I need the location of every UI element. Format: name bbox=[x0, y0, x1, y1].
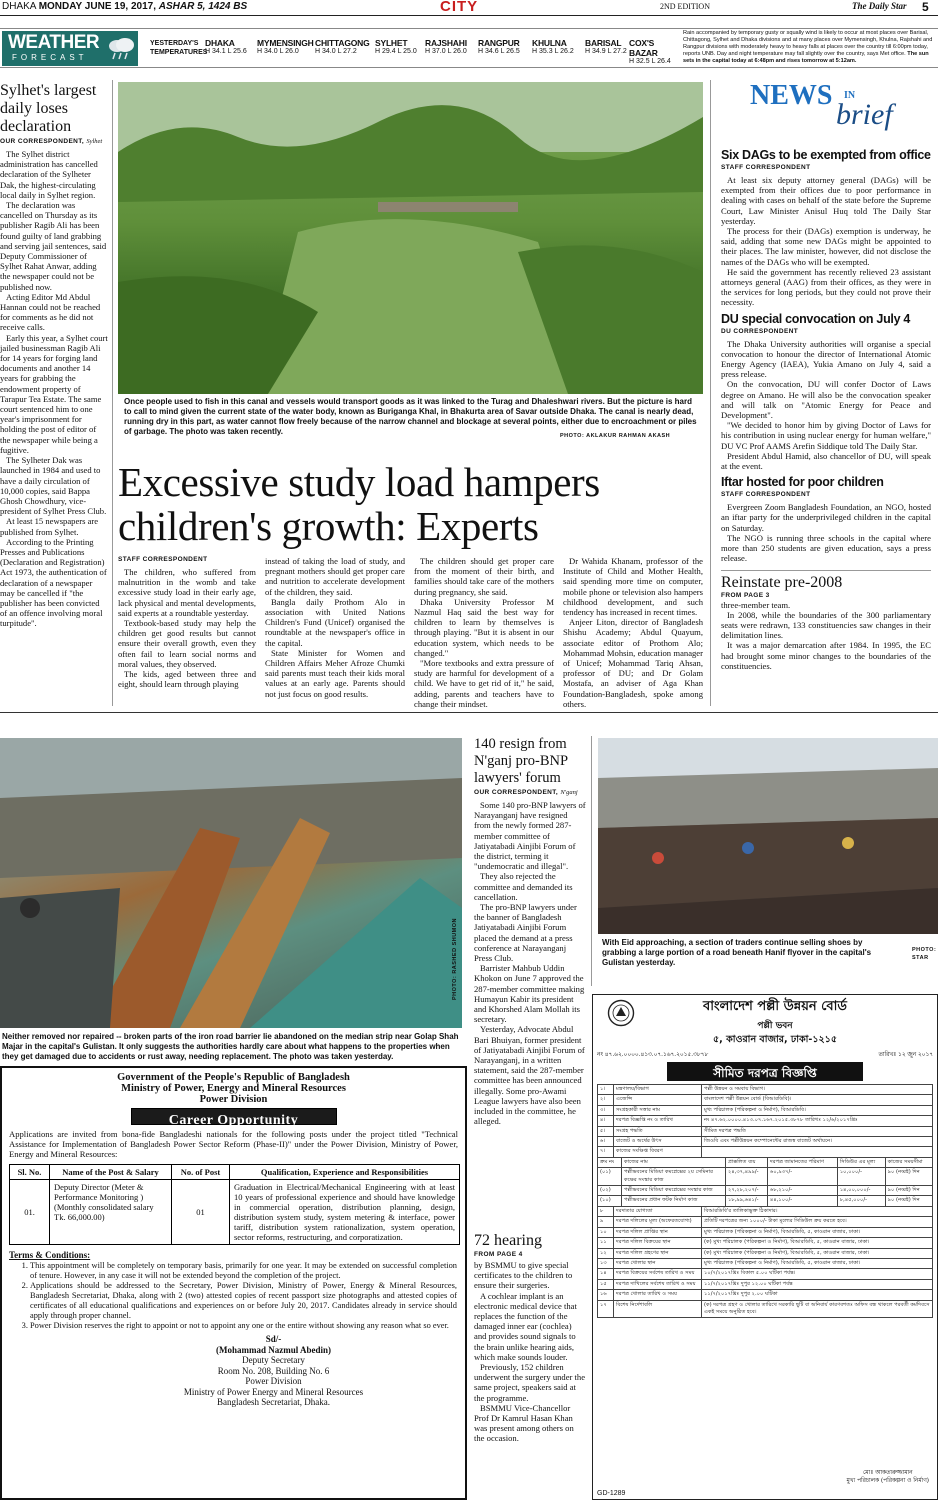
brief-byline: STAFF CORRESPONDENT bbox=[721, 164, 811, 171]
paragraph: The Sylhet district administration has cancelled declaration of the Sylheter Dak, the highest-circulating local daily in Sylhet region. bbox=[0, 149, 98, 200]
table-row: ১১ দরপত্র দলিল বিক্রয়ের স্থান (ক) মুখ্য পরিচালক (পরিকল্পনা ও নির্মাণ), বিআরডিবি, ৫, কাওরান বাজার, ঢাকা। bbox=[598, 1238, 933, 1248]
table-row: ১০ দরপত্র দলিল প্রাপ্তির স্থান মুখ্য পরিচালক (পরিকল্পনা ও নির্মাণ), বিআরডিবি, ৫, কাওরান বাজার, ঢাকা। bbox=[598, 1227, 933, 1237]
table-row: (১০) পল্লীভবনের প্রধান ফটক নির্মাণ কাজ ১৮,৯৯,৬৪১/- ৪৪,১০০/- ৮,৪৫,০০০/- ৯০ (নব্বই) দিন bbox=[598, 1196, 933, 1206]
column-rule bbox=[112, 80, 113, 706]
study-col-4 bbox=[563, 556, 703, 709]
paragraph: Evergreen Zoom Bangladesh Foundation, an NGO, hosted an iftar party for the underprivileged children in the capital on Saturday. bbox=[721, 502, 931, 533]
masthead bbox=[0, 0, 938, 16]
career-table bbox=[9, 1164, 460, 1245]
study-headline bbox=[118, 460, 703, 548]
cell-post: Deputy Director (Meter & Performance Monitoring ) (Monthly consolidated salary Tk. 66,000.00) bbox=[50, 1180, 172, 1245]
resign-byline: OUR CORRESPONDENT, N'ganj bbox=[474, 789, 578, 796]
shoes-caption: With Eid approaching, a section of traders continue selling shoes by grabbing a large portion of a road beneath Hanif flyover in the capital's Gulistan yesterday. bbox=[602, 938, 872, 967]
table-row: ১৩ দরপত্র খোলার স্থান মুখ্য পরিচালক (পরিকল্পনা ও নির্মাণ), বিআরডিবি, ৫, কাওরান বাজার, ঢাকা। bbox=[598, 1258, 933, 1268]
shoes-credit: PHOTO: STAR bbox=[912, 947, 937, 961]
page-number: 5 bbox=[922, 0, 929, 14]
paragraph: Dhaka University Professor M Nazmul Haq said the best way for children to learn by themselves is through playing. "But it is absent in our education system, which needs to be changed." bbox=[414, 596, 554, 658]
forecast-body: Rain accompanied by temporary gusty or squally wind is likely to occur at most places over Barisal, Chittagong, Sylhet and Dhaka divisions and at many places over Mymensingh, Khulna, Rajshahi and Rangpur divisions with moderately heavy to heavy falls at places over the country till 6:00pm today, reports UNB. Day and night temperature may fall slightly over the country, says Met office. bbox=[683, 30, 933, 57]
tender-memo-row bbox=[597, 1050, 933, 1060]
tender-org-name: বাংলাদেশ পল্লী উন্নয়ন বোর্ড bbox=[703, 999, 847, 1014]
table-row: (০১) পল্লীভবনের মিডিয়া কমপ্লেক্সের ২য় সেমিনার কক্ষের সংস্কার কাজ ২৪,৩৭,৪৯৯/- ৬০,৯৩৭/- ১০,০০০/- ৯০ (নব্বই) দিন bbox=[598, 1168, 933, 1186]
shoes-photo bbox=[598, 738, 938, 934]
reinstate-headline: Reinstate pre-2008 bbox=[721, 573, 843, 591]
paragraph: The NGO is running three schools in the capital where more than 250 students are given education, says a press release. bbox=[721, 532, 931, 564]
weather-title: WEATHER bbox=[8, 32, 100, 53]
study-col-1 bbox=[118, 556, 256, 689]
tender-memo: নং ৪৭.৬২.০০০০.৪১৩.০৭.১৬৭.২০১৫.৩৮৭৮ bbox=[597, 1052, 709, 1058]
yesterday-line-2: TEMPERATURES bbox=[150, 49, 208, 56]
paragraph: instead of taking the load of study, and pregnant mothers should get proper care and nutrition to accelerate development of the children, they said. bbox=[265, 556, 405, 597]
paragraph: The pro-BNP lawyers under the banner of Bangladesh Jatiyatabadi Ainjibi Forum placed the demand at a press conference at Narayanganj Press Club. bbox=[474, 902, 577, 964]
paragraph: "We decided to honor him by giving Doctor of Laws for his contribution in using nuclear energy for human welfare," DU VC Prof AAMS Arefin Siddique told The Daily Star. bbox=[721, 420, 931, 451]
reinstate-from-page: FROM PAGE 3 bbox=[721, 591, 770, 599]
tender-ad bbox=[592, 994, 938, 1500]
tender-address: ৫, কাওরান বাজার, ঢাকা-১২১৫ bbox=[712, 1034, 837, 1045]
table-row: ৬। বাজেট ও অর্থের উৎস জিওবি এবং পল্লীউন্নয়ন কম্পোনেন্টের রাজস্ব বাজেট অর্থায়নে। bbox=[598, 1137, 933, 1147]
table-row: (০২) পল্লীভবনের মিডিয়া কমপ্লেক্সের সংস্কার কাজ ২৭,২৮,২০৭/- ৬৮,২১০/- ১৪,০০,০০০/- ৯০ (নব্বই) দিন bbox=[598, 1186, 933, 1196]
weather-city: RAJSHAHI H 37.0 L 26.0 bbox=[425, 38, 467, 55]
news-in-brief bbox=[718, 80, 934, 706]
header-qualification: Qualification, Experience and Responsibilities bbox=[230, 1165, 460, 1180]
hearing-story bbox=[474, 1232, 586, 1500]
table-row: ২। এজেন্সি বাংলাদেশ পল্লী উন্নয়ন বোর্ড (বিআরডিবি)। bbox=[598, 1095, 933, 1105]
career-division: Power Division bbox=[199, 1094, 268, 1105]
paragraph: According to the Printing Presses and Publications (Declaration and Registration) Act 1973, the authentication of declaration of a newspaper may be cancelled if "the publisher has been convicted of an offence involving moral turpitude". bbox=[0, 536, 107, 629]
table-row: ১৭ বিশেষ নির্দেশাবলি (ক) দরপত্র গ্রহণ ও খোলার তারিখে সরকারি ছুটি বা অনিবার্য কারণবশতঃ অফিস বন্ধ থাকলে পরবর্তী কর্মদিবসে একই সময়ে অনুষ্ঠিত হবে। bbox=[598, 1300, 933, 1318]
yesterday-line-1: YESTERDAY'S bbox=[150, 40, 199, 47]
sylhet-headline: Sylhet's largest daily loses declaration bbox=[0, 82, 97, 135]
brief-headline: Six DAGs to be exempted from office bbox=[721, 148, 931, 162]
table-row: ৫। সংগ্রহ পদ্ধতি সীমিত দরপত্র পদ্ধতি bbox=[598, 1126, 933, 1136]
career-ad bbox=[0, 1066, 467, 1500]
sylhet-body bbox=[0, 149, 108, 629]
table-row: ৮ দরদাতার যোগ্যতা বিআরডিবি'র তালিকাভুক্ত ঠিকাদার। bbox=[598, 1206, 933, 1216]
paragraph: The Dhaka University authorities will organise a special convocation to honour the director of International Atomic Energy Agency (IAEA), Yukia Amano on July 4, said a press release. bbox=[721, 338, 931, 380]
paragraph: by BSMMU to give special certificates to the children to ensure their surgeries. bbox=[474, 1260, 573, 1291]
reinstate-story bbox=[721, 570, 931, 671]
career-ministry: Ministry of Power, Energy and Mineral Resources bbox=[121, 1083, 346, 1094]
career-terms bbox=[30, 1261, 457, 1331]
dateline-bengali: ASHAR 5, 1424 BS bbox=[158, 1, 248, 12]
career-intro: Applications are invited from bona-fide Bangladeshi nationals for the following posts under the project titled "Technical Assistance for Implementation of Bangladesh Power Sector Reform (Phase-II)" under the Power Division, Ministry of Power, Energy and Mineral Resources: bbox=[9, 1129, 458, 1159]
study-col-3 bbox=[414, 556, 554, 709]
cell-sl: 01. bbox=[10, 1180, 50, 1245]
list-item: 3. Power Division reserves the right to appoint or not to appoint any one or the entire without showing any reason what so ever. bbox=[30, 1321, 457, 1331]
header-count: No. of Post bbox=[172, 1165, 230, 1180]
tender-table-wrap bbox=[597, 1084, 933, 1318]
paragraph: Yesterday, Advocate Abdul Bari Bhuiyan, former president of Jatiyatabadi Ainjibi Forum of Narayanganj, in a written statement, said the 287-member committee has been announced illegally. Some pro-Awami League lawyers have also been included in the committee, he alleged. bbox=[474, 1024, 585, 1127]
cell-qualification: Graduation in Electrical/Mechanical Engineering with at least 10 years of professional experience and should have knowledge in commercial operation, distribution planning, design, distribution system study, system metering & interface, power tariff, distribution system rationalization, system operation, sector reforms, restructuring, and corporatization. bbox=[230, 1180, 460, 1245]
brief-items bbox=[721, 148, 931, 671]
paragraph: At least 15 newspapers are published from Sylhet. bbox=[0, 516, 99, 537]
paragraph: three-member team. bbox=[721, 599, 791, 610]
list-item: 2. Applications should be addressed to the Secretary, Power Division, Ministry of Power, Energy & Mineral Resources, Bangladesh Secretariat, Dhaka, along with 2 (two) attested copies of recent passport size photographs and attested copies of certificates of all educational qualifications and experiences on or before July 20, 2017. Candidates already in service should apply through proper channel. bbox=[30, 1281, 457, 1321]
table-row: ১২ দরপত্র দলিল গ্রহণের স্থান (ক) মুখ্য পরিচালক (পরিকল্পনা ও নির্মাণ), বিআরডিবি, ৫, কাওরান বাজার, ঢাকা। bbox=[598, 1248, 933, 1258]
paragraph: The children, who suffered from malnutrition in the womb and take excessive study load in their early age, lack physical and mental developments, said experts at a roundtable yesterday. bbox=[118, 567, 256, 618]
career-table-header bbox=[10, 1165, 460, 1180]
dateline-city: DHAKA bbox=[2, 1, 36, 12]
career-banner-text: Career Opportunity bbox=[168, 1113, 299, 1128]
study-headline-line-2: children's growth: Experts bbox=[118, 503, 539, 549]
weather-city: RANGPUR H 34.6 L 26.5 bbox=[478, 38, 520, 55]
career-gov-line: Government of the People's Republic of Bangladesh bbox=[117, 1072, 350, 1083]
brief-item bbox=[721, 148, 931, 308]
tender-work-table bbox=[597, 1157, 933, 1207]
brief-title bbox=[750, 80, 930, 138]
canal-credit: PHOTO: AKLAKUR RAHMAN AKASH bbox=[560, 433, 671, 439]
study-headline-line-1: Excessive study load hampers bbox=[118, 459, 600, 505]
table-row: ৪। দরপত্র বিজ্ঞপ্তি নং ও তারিখ নং ৪৭.৬২.০০০০.৪১৩.০৭.১৬৭.২০১৫.৩৮৭৮ তারিখঃ ১২/৬/২০১৭খ্রিঃ bbox=[598, 1116, 933, 1126]
paragraph: He said the government has recently relieved 23 assistant attorneys general (AAG) from their offices, as they were in the services for long periods, but they could not prove their necessity. bbox=[721, 266, 931, 308]
weather-subtitle: FORECAST bbox=[12, 53, 88, 62]
sylhet-story bbox=[0, 82, 108, 702]
paragraph: They also rejected the committee and demanded its cancellation. bbox=[474, 871, 573, 902]
paragraph: In 2008, while the boundaries of the 300 parliamentary seats were redrawn, 133 constituencies saw changes in their delimitation lines. bbox=[721, 609, 931, 641]
barrier-caption: Neither removed nor repaired -- broken parts of the iron road barrier lie abandoned on the median strip near Golap Shah Majar in the capital's Gulistan. It only suggests the authorities hardly care about what happens to the properties when they get damaged due to accidents or rust away, needing replacement. The photo was taken yesterday. bbox=[2, 1032, 459, 1061]
table-header: ক্রম নং কাজের নাম প্রাক্কলিত ব্যয় দরপত্র জামানতের পরিমাণ সিডিউর এর মূল্য কাজের সময়সীমা bbox=[598, 1157, 933, 1167]
weather-forecast-text bbox=[683, 30, 935, 65]
paragraph: Some 140 pro-BNP lawyers of Narayanganj have resigned from the newly formed 287-member committee of Jatiyatabadi Ainjibi Forum of the district, terming it "undemocratic and illegal". bbox=[474, 800, 586, 872]
paragraph: Barrister Mahbub Uddin Khokon on June 7 approved the 287-member committee making Humayun Kabir its president and Khorshed Alam Mollah its secretary. bbox=[474, 963, 585, 1025]
table-row bbox=[10, 1180, 460, 1245]
weather-city: KHULNA H 35.3 L 26.2 bbox=[532, 38, 574, 55]
table-row: ১৬ দরপত্র খোলার তারিখ ও সময় ১১/৭/২০১৭খ্রিঃ দুপুর ২.০০ ঘটিকা bbox=[598, 1290, 933, 1300]
barrier-photo bbox=[0, 738, 462, 1028]
weather-city: COX'S BAZAR H 32.5 L 26.4 bbox=[629, 38, 671, 65]
paragraph: Early this year, a Sylhet court jailed businessman Ragib Ali for 14 years for forging land documents and another 14 years for grabbing the endowment property of Tarapur Tea Estate. The same court sentenced him to one year's imprisonment for holding the post of editor of the newspaper while being a fugitive. bbox=[0, 332, 108, 455]
paragraph: "More textbooks and extra pressure of study are harmful for development of a child. We have to get rid of it," he said, adding, parents and teachers have to change their mindset. bbox=[414, 658, 554, 709]
paragraph: Anjeer Liton, director of Bangladesh Shishu Academy; Abdul Quayum, associate editor of Prothom Alo; Mohammad Mohsin, education manager of Unicef; Mohammad Tariq Ahsan, professor of DU; and Dr Golam Mostafa, an adviser of Aga Khan Foundation-Bangladesh, spoke among others. bbox=[563, 617, 703, 709]
brief-byline: DU CORRESPONDENT bbox=[721, 327, 799, 335]
table-row: ১৫ দরপত্র দাখিলের সর্বশেষ তারিখ ও সময় ১১/৭/২০১৭খ্রিঃ দুপুর ১২.০০ ঘটিকা পর্যন্ত bbox=[598, 1279, 933, 1289]
paragraph: The declaration was cancelled on Thursday as its publisher Ragib Ali has been found guilty of land grabbing and serving jail sentences, said Deputy Commissioner of Sylhet Rahat Anwar, adding the newspaper could not be published now. bbox=[0, 200, 107, 292]
table-row: ১। মন্ত্রণালয়/বিভাগ পল্লী উন্নয়ন ও সমবায় বিভাগ। bbox=[598, 1085, 933, 1095]
tender-info-table bbox=[597, 1084, 933, 1158]
study-col-2 bbox=[265, 556, 405, 699]
list-item: 1. This appointment will be completely on temporary basis, primarily for one year. It may be extended on successful completion of tenure. However, in any case it will not be extended beyond the completion of the project. bbox=[30, 1261, 457, 1281]
canal-caption: Once people used to fish in this canal and vessels would transport goods as it was linked to the Turag and Dhaleshwari rivers. But the picture is hard to call to mind given the current state of the water body, known as Buriganga Khal, in Bhakurta area of Savar outside Dhaka. The canal is nearly dead, running dry in this part, as water cannot flow freely because of the narrow channel and blockage at several points, either due to encroachment or piles of garbage. The photo was taken recently. bbox=[124, 397, 697, 436]
brief-headline: Iftar hosted for poor children bbox=[721, 475, 884, 490]
weather-cities bbox=[205, 38, 680, 65]
table-row: ৩। সংগ্রহকারী সত্তার নাম মুখ্য পরিচালক (পরিকল্পনা ও নির্মাণ), বিআরডিবি। bbox=[598, 1105, 933, 1115]
paragraph: A cochlear implant is an electronic medical device that replaces the function of the damaged inner ear (cochlea) and provides sound signals to the brain unlike hearing aids, which make sounds louder. bbox=[474, 1290, 577, 1362]
cell-count: 01 bbox=[172, 1180, 230, 1245]
paragraph: The Sylheter Dak was launched in 1984 and used to have a daily circulation of 10,000 copies, said Bappa Ghosh Chowdhury, vice-president of Sylhet Press Club. bbox=[0, 455, 107, 517]
career-banner bbox=[131, 1108, 337, 1128]
study-byline: STAFF CORRESPONDENT bbox=[118, 556, 208, 563]
paragraph: On the convocation, DU will confer Doctor of Laws degree on Amano. He will also be the convocation speaker and will talk on "Atomic Energy for Peace and Development". bbox=[721, 379, 931, 421]
hearing-headline: 72 hearing bbox=[474, 1232, 542, 1249]
resign-headline: 140 resign from N'ganj pro-BNP lawyers' forum bbox=[474, 736, 568, 786]
column-rule bbox=[710, 80, 711, 706]
section-label: CITY bbox=[440, 0, 479, 15]
paragraph: President Abdul Hamid, also chancellor of DU, will speak at the event. bbox=[721, 450, 931, 472]
tender-banner: সীমিত দরপত্র বিজ্ঞপ্তি bbox=[667, 1062, 863, 1081]
tender-gd-code: GD-1289 bbox=[597, 1490, 626, 1497]
brief-headline: DU special convocation on July 4 bbox=[721, 311, 911, 326]
resign-story bbox=[474, 736, 586, 1127]
paragraph: BSMMU Vice-Chancellor Prof Dr Kamrul Hasan Khan was present among others on the occasion. bbox=[474, 1402, 574, 1444]
brief-title-news: NEWS bbox=[750, 80, 833, 111]
sun-times: The sun sets in the capital today at 6:48pm and rises tomorrow at 5:12am. bbox=[683, 51, 929, 64]
sylhet-byline: OUR CORRESPONDENT, Sylhet bbox=[0, 138, 103, 145]
cloud-rain-icon bbox=[106, 36, 136, 66]
study-body bbox=[118, 556, 703, 709]
tender-lower-table bbox=[597, 1206, 933, 1318]
brief-item bbox=[721, 475, 931, 563]
weather-city: CHITTAGONG H 34.0 L 27.2 bbox=[315, 38, 370, 55]
paper-name: The Daily Star bbox=[852, 1, 907, 11]
edition-label: 2ND EDITION bbox=[660, 2, 710, 11]
dateline-date: MONDAY JUNE 19, 2017, bbox=[38, 1, 156, 12]
weather-city: BARISAL H 34.9 L 27.2 bbox=[585, 38, 627, 55]
barrier-credit: PHOTO: RASHED SHUMON bbox=[452, 917, 458, 1000]
section-rule bbox=[0, 712, 938, 713]
paragraph: The process for their (DAGs) exemption is underway, he said, adding that some new DAGs might be appointed to their places. The law minister, however, did not disclose the names of the DAGs who will be exempted. bbox=[721, 226, 931, 267]
paragraph: Previously, 152 children underwent the surgery under the same project, speakers said at the programme. bbox=[474, 1362, 586, 1403]
tender-building: পল্লী ভবন bbox=[757, 1021, 793, 1031]
weather-city: SYLHET H 29.4 L 25.0 bbox=[375, 38, 417, 55]
career-terms-title: Terms & Conditions: bbox=[9, 1250, 91, 1260]
weather-bar bbox=[0, 28, 938, 68]
paragraph: Textbook-based study may help the children get good results but cannot ensure their overall growth, even they often fail to learn social norms and moral values, they observed. bbox=[118, 618, 256, 669]
table-row: ১৪ দরপত্র বিক্রয়ের সর্বশেষ তারিখ ও সময় ১০/৭/২০১৭খ্রিঃ বিকাল ৫.০০ ঘটিকা পর্যন্ত। bbox=[598, 1269, 933, 1279]
career-signature: Sd/- (Mohammad Nazmul Abedin) Deputy Secretary Room No. 208, Building No. 6 Power Division Ministry of Power Energy and Mineral Resources Bangladesh Secretariat, Dhaka. bbox=[183, 1334, 364, 1407]
column-rule bbox=[591, 736, 592, 986]
brief-title-in: IN bbox=[844, 90, 856, 101]
brief-item bbox=[721, 312, 931, 472]
paragraph: The children should get proper care from the moment of their birth, and families should take care of the mothers during pregnancy, she said. bbox=[414, 556, 554, 597]
header-post: Name of the Post & Salary bbox=[50, 1165, 172, 1180]
weather-city: DHAKA H 34.1 L 25.6 bbox=[205, 38, 247, 55]
hearing-from-page: FROM PAGE 4 bbox=[474, 1251, 523, 1258]
paragraph: Bangla daily Prothom Alo in association with United Nations Children's Fund (Unicef) organised the roundtable at the newspaper's office in the capital. bbox=[265, 596, 405, 648]
brdb-logo bbox=[607, 999, 635, 1031]
header-sl: Sl. No. bbox=[10, 1165, 50, 1180]
paragraph: State Minister for Women and Children Affairs Meher Afroze Chumki said parents must teach their kids moral values at an early age. Parents should not just focus on good results. bbox=[265, 647, 405, 699]
paragraph: The kids, aged between three and eight, should learn through playing bbox=[118, 669, 256, 690]
tender-date: তারিখঃ ১২ জুন ২০১৭ bbox=[878, 1052, 933, 1058]
table-row: ৭। কাজের সংক্ষিপ্ত বিবরণ bbox=[598, 1147, 933, 1157]
brief-byline: STAFF CORRESPONDENT bbox=[721, 491, 811, 499]
paragraph: Acting Editor Md Abdul Hannan could not be reached for comments as he did not receive calls. bbox=[0, 291, 101, 333]
dateline bbox=[2, 1, 247, 12]
tender-signature: মোঃ আকতারুজ্জামান মুখ্য পরিচালক (পরিকল্পনা ও নির্মাণ) bbox=[846, 1470, 929, 1484]
table-row: ৯ দরপত্র দলিলের মূল্য (অফেরতযোগ্য) প্রতিটি দরপত্রের জন্য ১০০০/- টাকা মূল্যের সিডিউল ক্রয় করতে হবে। bbox=[598, 1217, 933, 1227]
paragraph: It was a major demarcation after 1984. In 1995, the EC had brought some minor changes to the boundaries of the constituencies. bbox=[721, 640, 931, 671]
yesterday-label bbox=[150, 39, 207, 57]
brief-title-brief: brief bbox=[836, 98, 893, 131]
paragraph: At least six deputy attorney general (DAGs) will be exempted from their offices due to poor performance in dealing with cases on behalf of the state before the Supreme Court, Law Minister Anisul Huq told The Daily Star yesterday. bbox=[721, 175, 931, 226]
weather-title-box bbox=[2, 31, 138, 66]
paragraph: Dr Wahida Khanam, professor of the Institute of Child and Mother Health, said spending more time on computer, mobile phone or television also hampers childhood development, and such tendency has increased in recent times. bbox=[563, 556, 703, 618]
weather-city: MYMENSINGH H 34.0 L 26.0 bbox=[257, 38, 314, 55]
canal-photo bbox=[118, 82, 703, 394]
